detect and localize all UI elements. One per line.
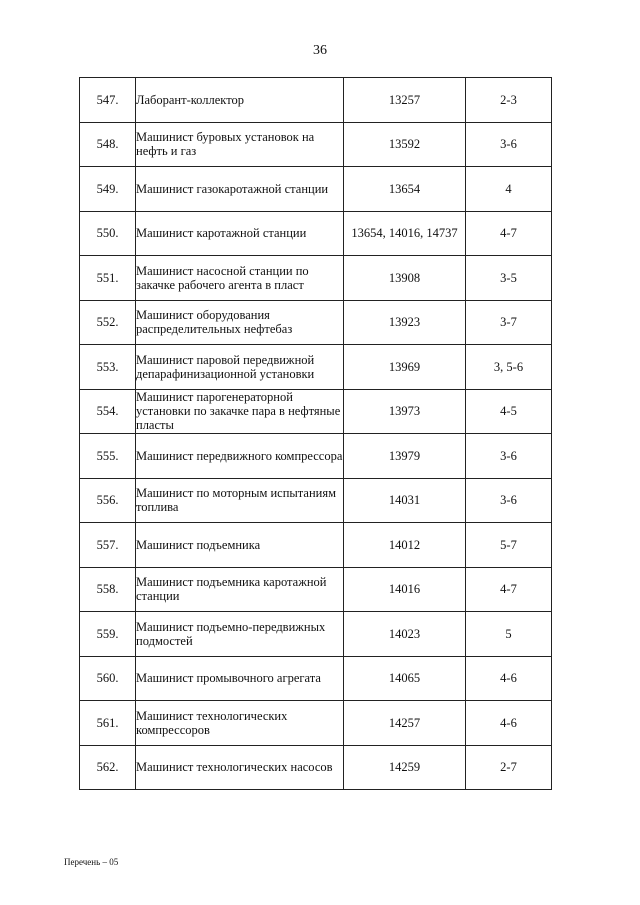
- occupation-code-cell: 13979: [344, 434, 466, 479]
- occupation-name-cell: Машинист парогенераторной установки по закачке пара в нефтяные пласты: [136, 389, 344, 434]
- table-row: [80, 612, 552, 657]
- table-row: [80, 300, 552, 345]
- grade-range-cell: 3-5: [466, 256, 552, 301]
- occupation-name-cell: Лаборант-коллектор: [136, 78, 344, 123]
- grade-range-cell: 3, 5-6: [466, 345, 552, 390]
- row-number-cell: 557.: [80, 523, 136, 568]
- occupations-table: [79, 77, 552, 790]
- row-number-cell: 550.: [80, 211, 136, 256]
- row-number-cell: 553.: [80, 345, 136, 390]
- occupation-name-cell: Машинист каротажной станции: [136, 211, 344, 256]
- occupation-name-cell: Машинист по моторным испытаниям топлива: [136, 478, 344, 523]
- row-number-cell: 559.: [80, 612, 136, 657]
- row-number-cell: 554.: [80, 389, 136, 434]
- grade-range-cell: 5-7: [466, 523, 552, 568]
- row-number-cell: 551.: [80, 256, 136, 301]
- occupation-name-cell: Машинист передвижного компрессора: [136, 434, 344, 479]
- table-row: [80, 389, 552, 434]
- grade-range-cell: 3-6: [466, 434, 552, 479]
- occupation-name-cell: Машинист подъемника каротажной станции: [136, 567, 344, 612]
- row-number-cell: 552.: [80, 300, 136, 345]
- row-number-cell: 561.: [80, 701, 136, 746]
- table-body: [80, 78, 552, 790]
- occupation-name-cell: Машинист газокаротажной станции: [136, 167, 344, 212]
- table-row: [80, 745, 552, 790]
- grade-range-cell: 4-7: [466, 211, 552, 256]
- table-row: [80, 701, 552, 746]
- occupation-code-cell: 13969: [344, 345, 466, 390]
- grade-range-cell: 3-7: [466, 300, 552, 345]
- grade-range-cell: 4: [466, 167, 552, 212]
- occupation-code-cell: 14065: [344, 656, 466, 701]
- grade-range-cell: 2-3: [466, 78, 552, 123]
- occupation-name-cell: Машинист промывочного агрегата: [136, 656, 344, 701]
- grade-range-cell: 2-7: [466, 745, 552, 790]
- table-row: [80, 122, 552, 167]
- table-row: [80, 211, 552, 256]
- grade-range-cell: 4-5: [466, 389, 552, 434]
- table-row: [80, 523, 552, 568]
- row-number-cell: 560.: [80, 656, 136, 701]
- occupation-name-cell: Машинист насосной станции по закачке рабочего агента в пласт: [136, 256, 344, 301]
- occupation-name-cell: Машинист подъемно-передвижных подмостей: [136, 612, 344, 657]
- grade-range-cell: 5: [466, 612, 552, 657]
- occupation-name-cell: Машинист буровых установок на нефть и газ: [136, 122, 344, 167]
- table-row: [80, 656, 552, 701]
- occupation-code-cell: 13973: [344, 389, 466, 434]
- row-number-cell: 555.: [80, 434, 136, 479]
- occupation-name-cell: Машинист технологических насосов: [136, 745, 344, 790]
- occupation-name-cell: Машинист паровой передвижной депарафинизационной установки: [136, 345, 344, 390]
- occupation-code-cell: 13908: [344, 256, 466, 301]
- occupation-code-cell: 14012: [344, 523, 466, 568]
- table-row: [80, 434, 552, 479]
- grade-range-cell: 4-6: [466, 701, 552, 746]
- occupation-code-cell: 14257: [344, 701, 466, 746]
- row-number-cell: 547.: [80, 78, 136, 123]
- table-row: [80, 567, 552, 612]
- occupation-code-cell: 14031: [344, 478, 466, 523]
- grade-range-cell: 3-6: [466, 478, 552, 523]
- occupation-code-cell: 13257: [344, 78, 466, 123]
- occupation-name-cell: Машинист технологических компрессоров: [136, 701, 344, 746]
- occupation-code-cell: 13923: [344, 300, 466, 345]
- grade-range-cell: 4-6: [466, 656, 552, 701]
- row-number-cell: 549.: [80, 167, 136, 212]
- row-number-cell: 548.: [80, 122, 136, 167]
- footer-label: Перечень – 05: [64, 857, 119, 867]
- occupation-code-cell: 13654, 14016, 14737: [344, 211, 466, 256]
- occupation-code-cell: 14016: [344, 567, 466, 612]
- occupation-name-cell: Машинист подъемника: [136, 523, 344, 568]
- occupation-name-cell: Машинист оборудования распределительных нефтебаз: [136, 300, 344, 345]
- occupation-code-cell: 13592: [344, 122, 466, 167]
- occupation-code-cell: 13654: [344, 167, 466, 212]
- table-row: [80, 478, 552, 523]
- page-number: 36: [313, 43, 327, 58]
- table-row: [80, 167, 552, 212]
- table-row: [80, 256, 552, 301]
- grade-range-cell: 4-7: [466, 567, 552, 612]
- occupation-code-cell: 14259: [344, 745, 466, 790]
- row-number-cell: 556.: [80, 478, 136, 523]
- occupation-code-cell: 14023: [344, 612, 466, 657]
- row-number-cell: 558.: [80, 567, 136, 612]
- table-row: [80, 78, 552, 123]
- table-row: [80, 345, 552, 390]
- row-number-cell: 562.: [80, 745, 136, 790]
- grade-range-cell: 3-6: [466, 122, 552, 167]
